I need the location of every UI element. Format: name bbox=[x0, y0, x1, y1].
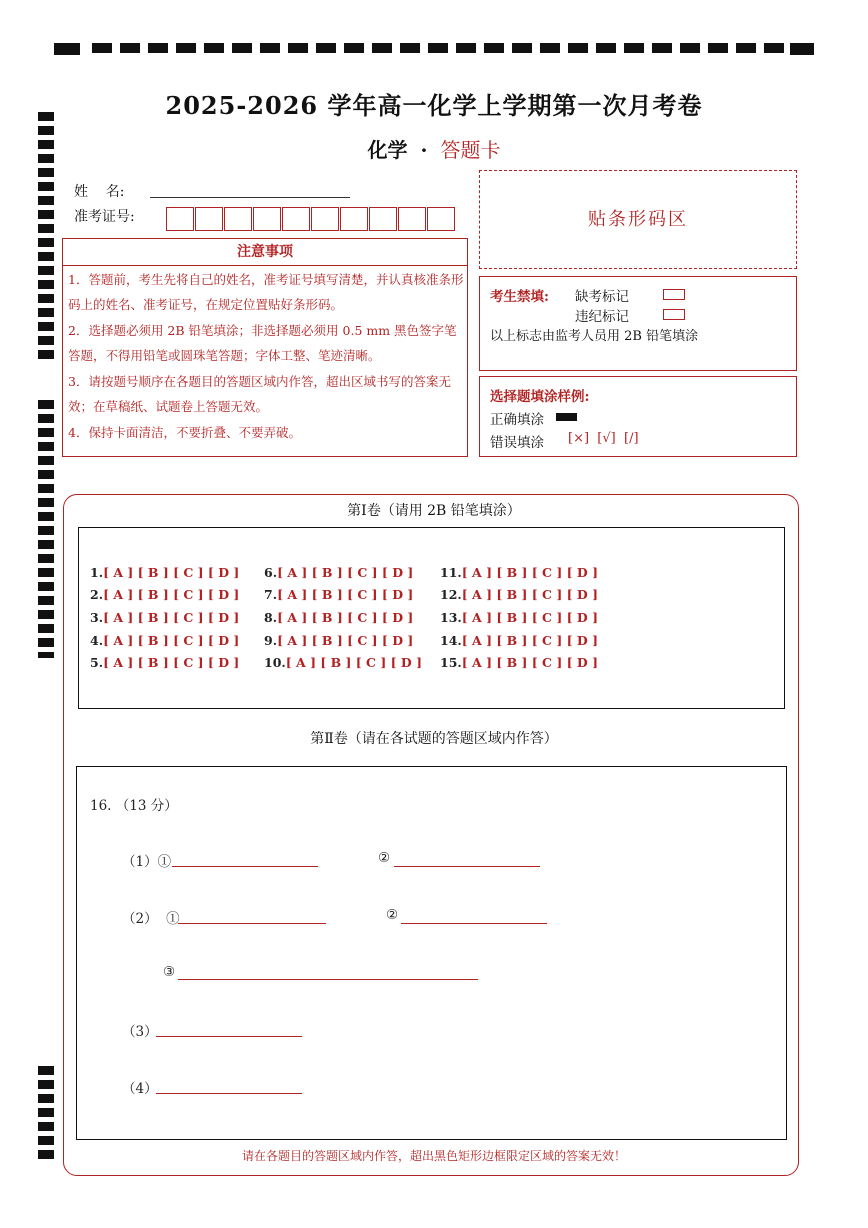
correct-fill-label: 正确填涂 bbox=[490, 412, 544, 428]
q-options: [ A ] [ B ] [ C ] [ D ] bbox=[285, 655, 422, 670]
choice-q1[interactable] bbox=[90, 565, 239, 580]
q-options: [ A ] [ B ] [ C ] [ D ] bbox=[461, 565, 598, 580]
q-number: 2. bbox=[90, 587, 104, 602]
choice-q12[interactable] bbox=[440, 587, 598, 602]
choice-q3[interactable] bbox=[90, 610, 239, 625]
choice-q4[interactable] bbox=[90, 633, 239, 648]
q-options: [ A ] [ B ] [ C ] [ D ] bbox=[461, 633, 598, 648]
q-number: 4. bbox=[90, 633, 104, 648]
notice-item-3: 3．请按题号顺序在各题目的答题区域内作答，超出区域书写的答案无效；在草稿纸、试题卷上答题无效。 bbox=[68, 374, 451, 414]
q-options: [ A ] [ B ] [ C ] [ D ] bbox=[103, 587, 240, 602]
q16-part1-label: （1）① bbox=[122, 854, 172, 870]
absent-mark-box[interactable] bbox=[663, 289, 685, 300]
barcode-area bbox=[479, 170, 797, 269]
q-number: 11. bbox=[440, 565, 462, 580]
choice-q8[interactable] bbox=[264, 610, 413, 625]
q16-part2-label-b: ② bbox=[386, 907, 399, 923]
q16-part2-answer1[interactable] bbox=[178, 923, 326, 924]
q-options: [ A ] [ B ] [ C ] [ D ] bbox=[277, 587, 414, 602]
name-label: 姓 名: bbox=[74, 184, 125, 200]
q-number: 8. bbox=[264, 610, 278, 625]
q-options: [ A ] [ B ] [ C ] [ D ] bbox=[277, 610, 414, 625]
forbidden-panel bbox=[479, 276, 797, 371]
q-options: [ A ] [ B ] [ C ] [ D ] bbox=[103, 610, 240, 625]
notice-item-2: 2．选择题必须用 2B 铅笔填涂；非选择题必须用 0.5 mm 黑色签字笔答题，不得用铅笔或圆珠笔答题；字体工整、笔迹清晰。 bbox=[68, 323, 457, 363]
choice-q10[interactable] bbox=[264, 655, 422, 670]
choice-q9[interactable] bbox=[264, 633, 413, 648]
choice-q13[interactable] bbox=[440, 610, 598, 625]
q16-part1-answer1[interactable] bbox=[172, 866, 318, 867]
choice-q6[interactable] bbox=[264, 565, 413, 580]
card-type-label: 答题卡 bbox=[440, 138, 501, 162]
choice-q5[interactable] bbox=[90, 655, 239, 670]
notice-item-4: 4．保持卡面清洁，不要折叠、不要弄破。 bbox=[68, 425, 301, 440]
q-options: [ A ] [ B ] [ C ] [ D ] bbox=[277, 633, 414, 648]
wrong-fill-marks: [×] [√] [/] bbox=[568, 431, 639, 446]
q-number: 6. bbox=[264, 565, 278, 580]
q-number: 14. bbox=[440, 633, 462, 648]
q-number: 7. bbox=[264, 587, 278, 602]
violation-mark-box[interactable] bbox=[663, 309, 685, 320]
q16-part2-answer3[interactable] bbox=[178, 979, 478, 980]
q-number: 1. bbox=[90, 565, 104, 580]
subtitle-dot: · bbox=[420, 138, 428, 162]
notice-header bbox=[62, 238, 468, 266]
q-options: [ A ] [ B ] [ C ] [ D ] bbox=[461, 655, 598, 670]
q16-part2-label-c: ③ bbox=[163, 964, 176, 980]
wrong-fill-label: 错误填涂 bbox=[490, 435, 544, 451]
page-title: 2025-2026 学年高一化学上学期第一次月考卷 bbox=[165, 91, 703, 120]
q-options: [ A ] [ B ] [ C ] [ D ] bbox=[103, 565, 240, 580]
q-number: 15. bbox=[440, 655, 462, 670]
q-number: 13. bbox=[440, 610, 462, 625]
q16-answer-box bbox=[76, 766, 787, 1140]
choice-q14[interactable] bbox=[440, 633, 598, 648]
forbidden-title: 考生禁填: bbox=[490, 289, 549, 305]
notice-title: 注意事项 bbox=[237, 244, 293, 260]
correct-fill-sample bbox=[556, 413, 577, 421]
q16-header: 16. （13 分） bbox=[90, 798, 178, 814]
forbidden-note: 以上标志由监考人员用 2B 铅笔填涂 bbox=[490, 329, 699, 344]
choice-q11[interactable] bbox=[440, 565, 598, 580]
fill-example-panel bbox=[479, 376, 797, 457]
q-number: 9. bbox=[264, 633, 278, 648]
choice-q2[interactable] bbox=[90, 587, 239, 602]
q-number: 5. bbox=[90, 655, 104, 670]
q16-part3-label: （3） bbox=[122, 1024, 158, 1040]
violation-label: 违纪标记 bbox=[575, 309, 629, 325]
fill-example-title: 选择题填涂样例: bbox=[490, 389, 590, 405]
q16-part1-answer2[interactable] bbox=[394, 866, 540, 867]
barcode-label: 贴条形码区 bbox=[588, 209, 688, 230]
q-number: 3. bbox=[90, 610, 104, 625]
q16-part4-label: （4） bbox=[122, 1081, 158, 1097]
section2-title: 第Ⅱ卷（请在各试题的答题区域内作答） bbox=[310, 731, 558, 747]
id-label: 准考证号: bbox=[74, 209, 135, 225]
footer-warning: 请在各题目的答题区域内作答，超出黑色矩形边框限定区域的答案无效！ bbox=[241, 1149, 626, 1163]
q-options: [ A ] [ B ] [ C ] [ D ] bbox=[103, 633, 240, 648]
page-subtitle bbox=[0, 134, 868, 163]
q-options: [ A ] [ B ] [ C ] [ D ] bbox=[103, 655, 240, 670]
choice-q15[interactable] bbox=[440, 655, 598, 670]
q-number: 10. bbox=[264, 655, 286, 670]
notice-item-1: 1．答题前，考生先将自己的姓名，准考证号填写清楚，并认真核准条形码上的姓名、准考证号，在规定位置贴好条形码。 bbox=[68, 272, 464, 312]
q16-part1-label-b: ② bbox=[378, 850, 391, 866]
q16-part2-answer2[interactable] bbox=[401, 923, 547, 924]
section1-title: 第Ⅰ卷（请用 2B 铅笔填涂） bbox=[347, 503, 521, 519]
q-options: [ A ] [ B ] [ C ] [ D ] bbox=[461, 610, 598, 625]
subject-label: 化学 bbox=[367, 138, 408, 162]
q16-part2-label: （2） ① bbox=[122, 911, 180, 927]
q-options: [ A ] [ B ] [ C ] [ D ] bbox=[277, 565, 414, 580]
q16-part4-answer[interactable] bbox=[156, 1093, 302, 1094]
q-number: 12. bbox=[440, 587, 462, 602]
absent-label: 缺考标记 bbox=[575, 289, 629, 305]
name-field[interactable] bbox=[150, 197, 350, 198]
q16-part3-answer[interactable] bbox=[156, 1036, 302, 1037]
choice-q7[interactable] bbox=[264, 587, 413, 602]
q-options: [ A ] [ B ] [ C ] [ D ] bbox=[461, 587, 598, 602]
